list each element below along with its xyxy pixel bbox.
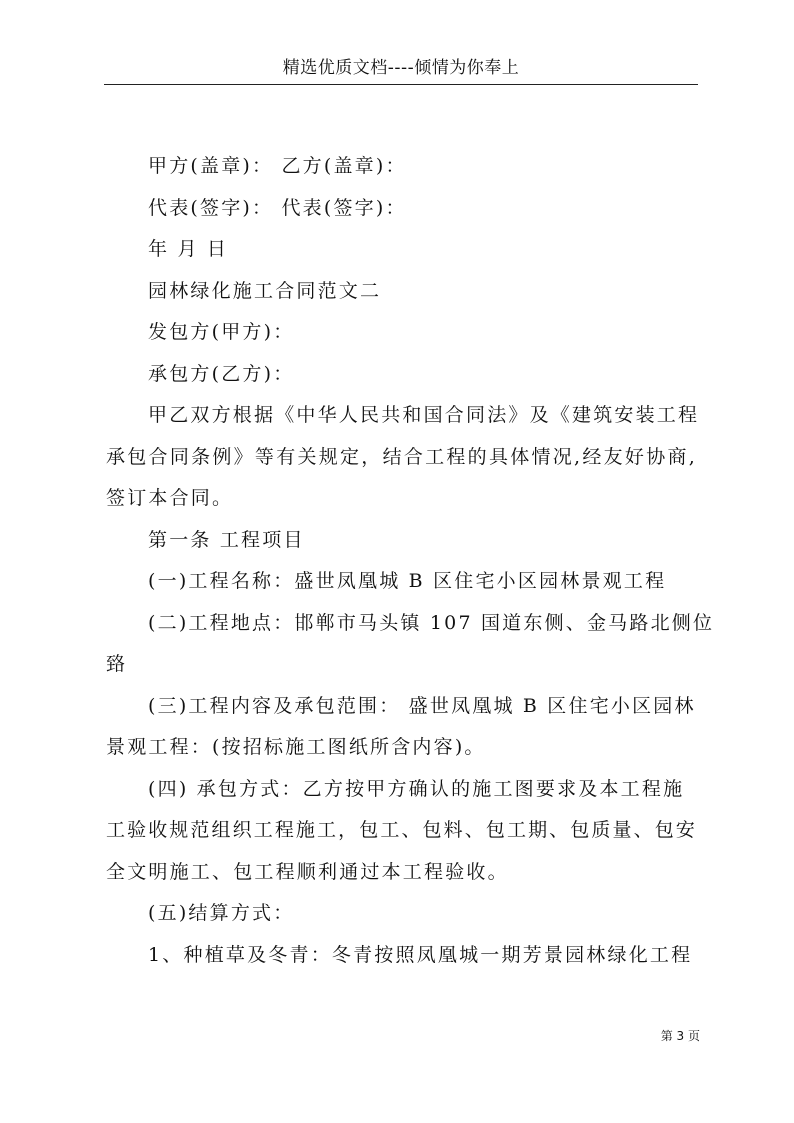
party-a-line: 发包方(甲方)： [148,321,295,343]
signature-line-representative: 代表(签字)： 代表(签字)： [148,196,407,219]
clause-line: (三)工程内容及承包范围： 盛世凤凰城 B 区住宅小区园林 [148,694,696,717]
contract-title: 园林绿化施工合同范文二 [148,279,382,302]
clause-line: 全文明施工、包工程顺利通过本工程验收。 [106,860,509,883]
party-b-line: 承包方(乙方)： [148,362,295,385]
section-heading: 第一条 工程项目 [148,528,305,551]
paragraph-line: 签订本合同。 [106,487,234,509]
signature-line-seal: 甲方(盖章)： 乙方(盖章)： [148,155,407,177]
header-title: 精选优质文档----倾情为你奉上 [282,58,520,78]
clause-line: (一)工程名称：盛世凤凰城 B 区住宅小区园林景观工程 [148,570,667,592]
clause-line: 1、种植草及冬青：冬青按照凤凰城一期芳景园林绿化工程 [148,943,693,966]
clause-line: 臵 [106,653,128,675]
date-line: 年 月 日 [148,238,229,260]
page-number: 第 3 页 [660,1029,700,1043]
clause-line: (二)工程地点：邯郸市马头镇 107 国道东侧、金马路北侧位 [148,611,715,634]
clause-line: (四) 承包方式：乙方按甲方确认的施工图要求及本工程施 [148,777,685,800]
clause-line: (五)结算方式： [148,902,295,924]
document-body [106,146,715,976]
clause-line: 工验收规范组织工程施工，包工、包料、包工期、包质量、包安 [106,819,696,841]
paragraph-line: 承包合同条例》等有关规定，结合工程的具体情况,经友好协商, [106,445,696,468]
paragraph-line: 甲乙双方根据《中华人民共和国合同法》及《建筑安装工程 [148,404,700,426]
clause-line: 景观工程：(按招标施工图纸所含内容)。 [106,736,486,758]
page-header [104,56,698,85]
